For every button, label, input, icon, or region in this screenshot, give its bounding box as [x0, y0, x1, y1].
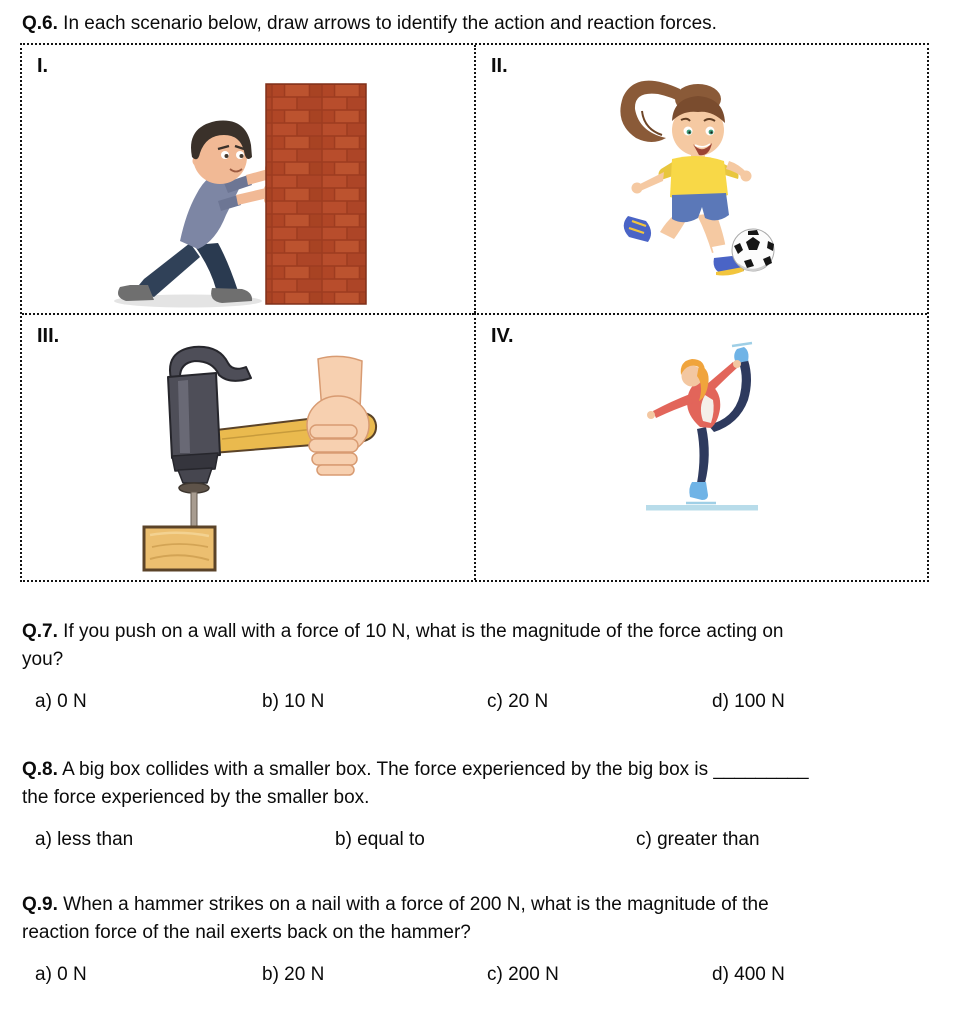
hand-gripping-handle: [307, 356, 369, 475]
q8-label: Q.8.: [22, 759, 58, 780]
boy-figure: [114, 121, 273, 308]
q7-line2: you?: [22, 649, 64, 670]
cell-numeral-2: II.: [491, 55, 508, 77]
q7-option-c: c) 20 N: [487, 691, 549, 712]
question-q9: [22, 891, 946, 989]
q7-line1: [22, 618, 946, 646]
soccer-ball: [732, 229, 774, 271]
cell-numeral-3: III.: [37, 325, 60, 347]
q7-text-line1: If you push on a wall with a force of 10 N, what is the magnitude of the force acting on: [57, 621, 784, 642]
scenario-cell-4: [474, 313, 927, 580]
q8-text-line1: A big box collides with a smaller box. The force experienced by the big box is _________: [57, 759, 809, 780]
skater-figure: [646, 343, 758, 511]
q7-option-d: d) 100 N: [712, 691, 785, 712]
q9-option-a: a) 0 N: [35, 964, 87, 985]
scenario-cell-3: [22, 313, 474, 580]
girl-kicking-ball-illustration: [476, 45, 926, 313]
q8-line2: the force experienced by the smaller box.: [22, 787, 370, 808]
q6-text: In each scenario below, draw arrows to identify the action and reaction forces.: [57, 13, 717, 34]
q6-label: Q.6.: [22, 13, 58, 34]
figure-skater-illustration: [476, 315, 926, 580]
q9-line1: [22, 891, 946, 919]
q6-title: [22, 10, 717, 38]
scenario-cell-1: [22, 45, 474, 313]
q7-options: [22, 688, 946, 716]
q8-options: [22, 826, 946, 854]
q8-option-a: a) less than: [35, 829, 134, 850]
q7-label: Q.7.: [22, 621, 58, 642]
q7-option-b: b) 10 N: [262, 691, 325, 712]
question-q7: [22, 618, 946, 716]
q8-option-c: c) greater than: [636, 829, 760, 850]
q9-text-line1: When a hammer strikes on a nail with a force of 200 N, what is the magnitude of the: [57, 894, 769, 915]
question-q8: [22, 756, 946, 854]
q8-line1: [22, 756, 946, 784]
q9-options: [22, 961, 946, 989]
q9-option-c: c) 200 N: [487, 964, 559, 985]
q9-label: Q.9.: [22, 894, 58, 915]
cell-numeral-4: IV.: [491, 325, 514, 347]
q9-option-d: d) 400 N: [712, 964, 785, 985]
q9-line2: reaction force of the nail exerts back on the hammer?: [22, 922, 471, 943]
hammer-nail-illustration: [22, 315, 474, 580]
q8-option-b: b) equal to: [335, 829, 425, 850]
q7-option-a: a) 0 N: [35, 691, 87, 712]
q9-option-b: b) 20 N: [262, 964, 325, 985]
brick-wall: [266, 84, 366, 304]
cell-numeral-1: I.: [37, 55, 49, 77]
scenario-cell-2: [474, 45, 927, 313]
nail-and-wood-block: [144, 483, 215, 570]
boy-pushing-wall-illustration: [22, 45, 474, 313]
q6-scenario-grid: [20, 43, 929, 582]
